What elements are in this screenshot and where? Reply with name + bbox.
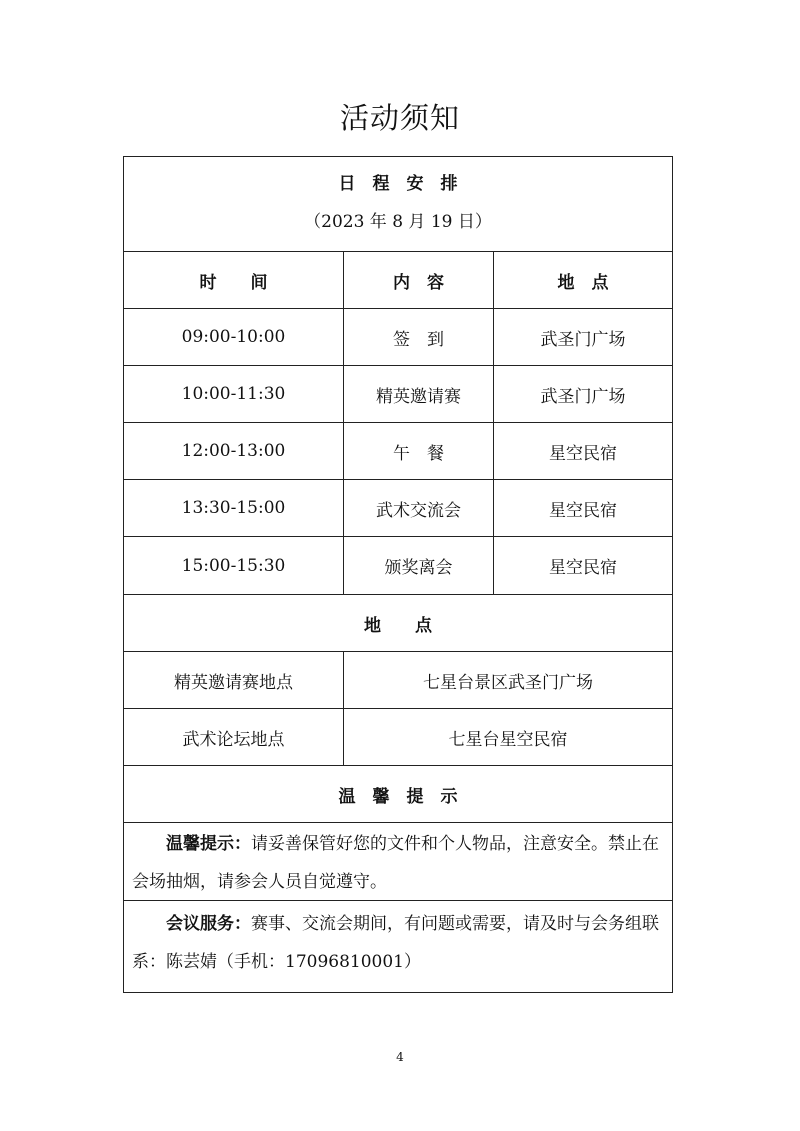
tips-heading: 温 馨 提 示 [338,786,458,807]
row-place: 星空民宿 [549,443,617,464]
schedule-date: （2023 年 8 月 19 日） [304,211,492,232]
page-number: 4 [396,1050,404,1064]
schedule-table [123,156,673,993]
rule [124,822,672,823]
row-place: 星空民宿 [549,558,617,578]
tip-note-text: 请妥善保管好您的文件和个人物品，注意安全。禁止在会场抽烟，请参会人员自觉遵守。 [132,834,659,892]
page-title: 活动须知 [339,101,460,135]
service-note [132,905,662,981]
row-time: 13:30-15:00 [181,498,286,518]
tip-note [132,825,662,901]
locations-heading: 地 点 [364,615,432,636]
row-time: 12:00-13:00 [181,441,286,461]
row-time: 10:00-11:30 [181,384,286,404]
service-note-text: 赛事、交流会期间，有问题或需要，请及时与会务组联系：陈芸婧（手机：17096810001） [132,914,659,972]
row-time: 09:00-10:00 [181,327,286,347]
location-name: 武术论坛地点 [182,729,285,750]
location-value: 七星台景区武圣门广场 [423,672,593,693]
service-note-label: 会议服务： [166,914,251,934]
schedule-heading: 日 程 安 排 [338,173,458,194]
row-content: 午 餐 [393,443,444,464]
row-content: 颁奖离会 [384,558,453,578]
row-content: 签 到 [393,329,444,350]
row-place: 武圣门广场 [540,329,626,350]
col-time-header: 时 间 [199,272,268,293]
row-place: 星空民宿 [549,500,617,521]
row-content: 精英邀请赛 [376,386,461,407]
col-place-header: 地 点 [557,272,609,293]
location-name: 精英邀请赛地点 [174,672,293,693]
location-value: 七星台星空民宿 [448,729,568,750]
row-place: 武圣门广场 [540,386,626,407]
tip-note-label: 温馨提示： [166,834,251,854]
col-content-header: 内 容 [393,272,444,293]
row-content: 武术交流会 [376,500,461,521]
row-time: 15:00-15:30 [181,555,286,576]
